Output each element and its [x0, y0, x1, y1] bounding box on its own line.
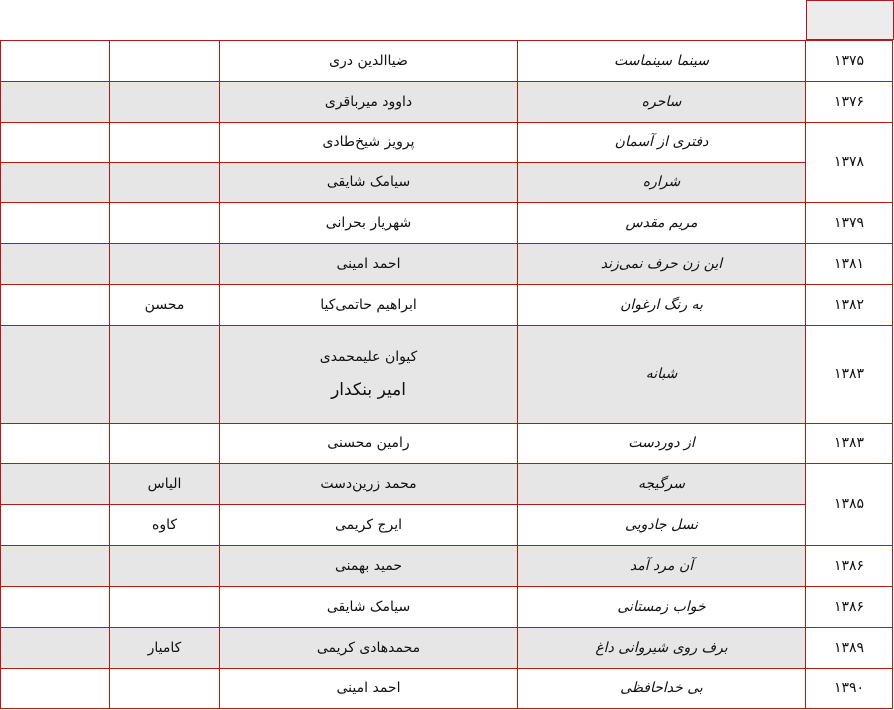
director-cell: ابراهیم حاتمی‌کیا [220, 285, 518, 326]
table-row [1, 424, 893, 464]
role-cell: کامیار [110, 628, 220, 669]
role-cell [110, 163, 220, 203]
empty-cell [1, 244, 110, 285]
director-cell: احمد امینی [220, 244, 518, 285]
director-cell: سیامک شایقی [220, 163, 518, 203]
year-cell: ۱۳۸۱ [806, 244, 893, 285]
title-cell: سینما سینماست [518, 41, 806, 82]
header-blank [0, 0, 806, 41]
title-cell: دفتری از آسمان [518, 123, 806, 163]
director-cell: حمید بهمنی [220, 546, 518, 587]
title-cell: سرگیجه [518, 464, 806, 505]
director-cell: شهریار بحرانی [220, 203, 518, 244]
empty-cell [1, 82, 110, 123]
empty-cell [1, 326, 110, 424]
filmography-table [0, 40, 893, 709]
year-cell: ۱۳۷۵ [806, 41, 893, 82]
role-cell [110, 424, 220, 464]
role-cell: کاوه [110, 505, 220, 546]
year-cell: ۱۳۷۶ [806, 82, 893, 123]
director-cell: سیامک شایقی [220, 587, 518, 628]
table-row [1, 285, 893, 326]
role-cell [110, 244, 220, 285]
title-cell: آن مرد آمد [518, 546, 806, 587]
table-row [1, 669, 893, 709]
title-cell: از دوردست [518, 424, 806, 464]
director-cell: احمد امینی [220, 669, 518, 709]
role-cell [110, 546, 220, 587]
title-cell: شراره [518, 163, 806, 203]
table-row [1, 82, 893, 123]
year-cell: ۱۳۸۳ [806, 424, 893, 464]
empty-cell [1, 424, 110, 464]
table-row [1, 628, 893, 669]
empty-cell [1, 505, 110, 546]
year-cell: ۱۳۷۸ [806, 123, 893, 203]
empty-cell [1, 163, 110, 203]
empty-cell [1, 546, 110, 587]
table-row [1, 505, 893, 546]
year-cell: ۱۳۸۲ [806, 285, 893, 326]
director-cell: پرویز شیخ‌طادی [220, 123, 518, 163]
table-row [1, 163, 893, 203]
title-cell: برف روی شیروانی داغ [518, 628, 806, 669]
table-row [1, 587, 893, 628]
table-row [1, 244, 893, 285]
role-cell: محسن [110, 285, 220, 326]
empty-cell [1, 669, 110, 709]
header-corner-cell [806, 0, 894, 40]
director-cell: ضیاالدین دری [220, 41, 518, 82]
title-cell: بی خداحافظی [518, 669, 806, 709]
year-cell: ۱۳۹۰ [806, 669, 893, 709]
empty-cell [1, 628, 110, 669]
role-cell [110, 82, 220, 123]
director-cell: محمد زرین‌دست [220, 464, 518, 505]
empty-cell [1, 464, 110, 505]
year-cell: ۱۳۸۹ [806, 628, 893, 669]
role-cell [110, 123, 220, 163]
year-cell: ۱۳۸۶ [806, 546, 893, 587]
title-cell: این زن حرف نمی‌زند [518, 244, 806, 285]
table-row [1, 41, 893, 82]
table-row [1, 203, 893, 244]
director-cell [220, 326, 518, 424]
empty-cell [1, 123, 110, 163]
role-cell [110, 587, 220, 628]
year-cell: ۱۳۷۹ [806, 203, 893, 244]
director-cell: محمدهادی کریمی [220, 628, 518, 669]
empty-cell [1, 41, 110, 82]
role-cell: الیاس [110, 464, 220, 505]
table-row [1, 326, 893, 424]
title-cell: به رنگ ارغوان [518, 285, 806, 326]
table-row [1, 546, 893, 587]
title-cell: خواب زمستانی [518, 587, 806, 628]
year-cell: ۱۳۸۶ [806, 587, 893, 628]
role-cell [110, 326, 220, 424]
empty-cell [1, 587, 110, 628]
role-cell [110, 41, 220, 82]
director-name: کیوان علیمحمدی [319, 348, 418, 365]
empty-cell [1, 203, 110, 244]
empty-cell [1, 285, 110, 326]
year-cell: ۱۳۸۵ [806, 464, 893, 546]
title-cell: مریم مقدس [518, 203, 806, 244]
role-cell [110, 669, 220, 709]
title-cell: نسل جادویی [518, 505, 806, 546]
table-row [1, 123, 893, 163]
title-cell: شبانه [518, 326, 806, 424]
year-cell: ۱۳۸۳ [806, 326, 893, 424]
director-cell: داوود میرباقری [220, 82, 518, 123]
director-cell: ایرج کریمی [220, 505, 518, 546]
director-cell: رامین محسنی [220, 424, 518, 464]
role-cell [110, 203, 220, 244]
table-row [1, 464, 893, 505]
director-name: امیر بنکدار [331, 379, 406, 400]
title-cell: ساحره [518, 82, 806, 123]
